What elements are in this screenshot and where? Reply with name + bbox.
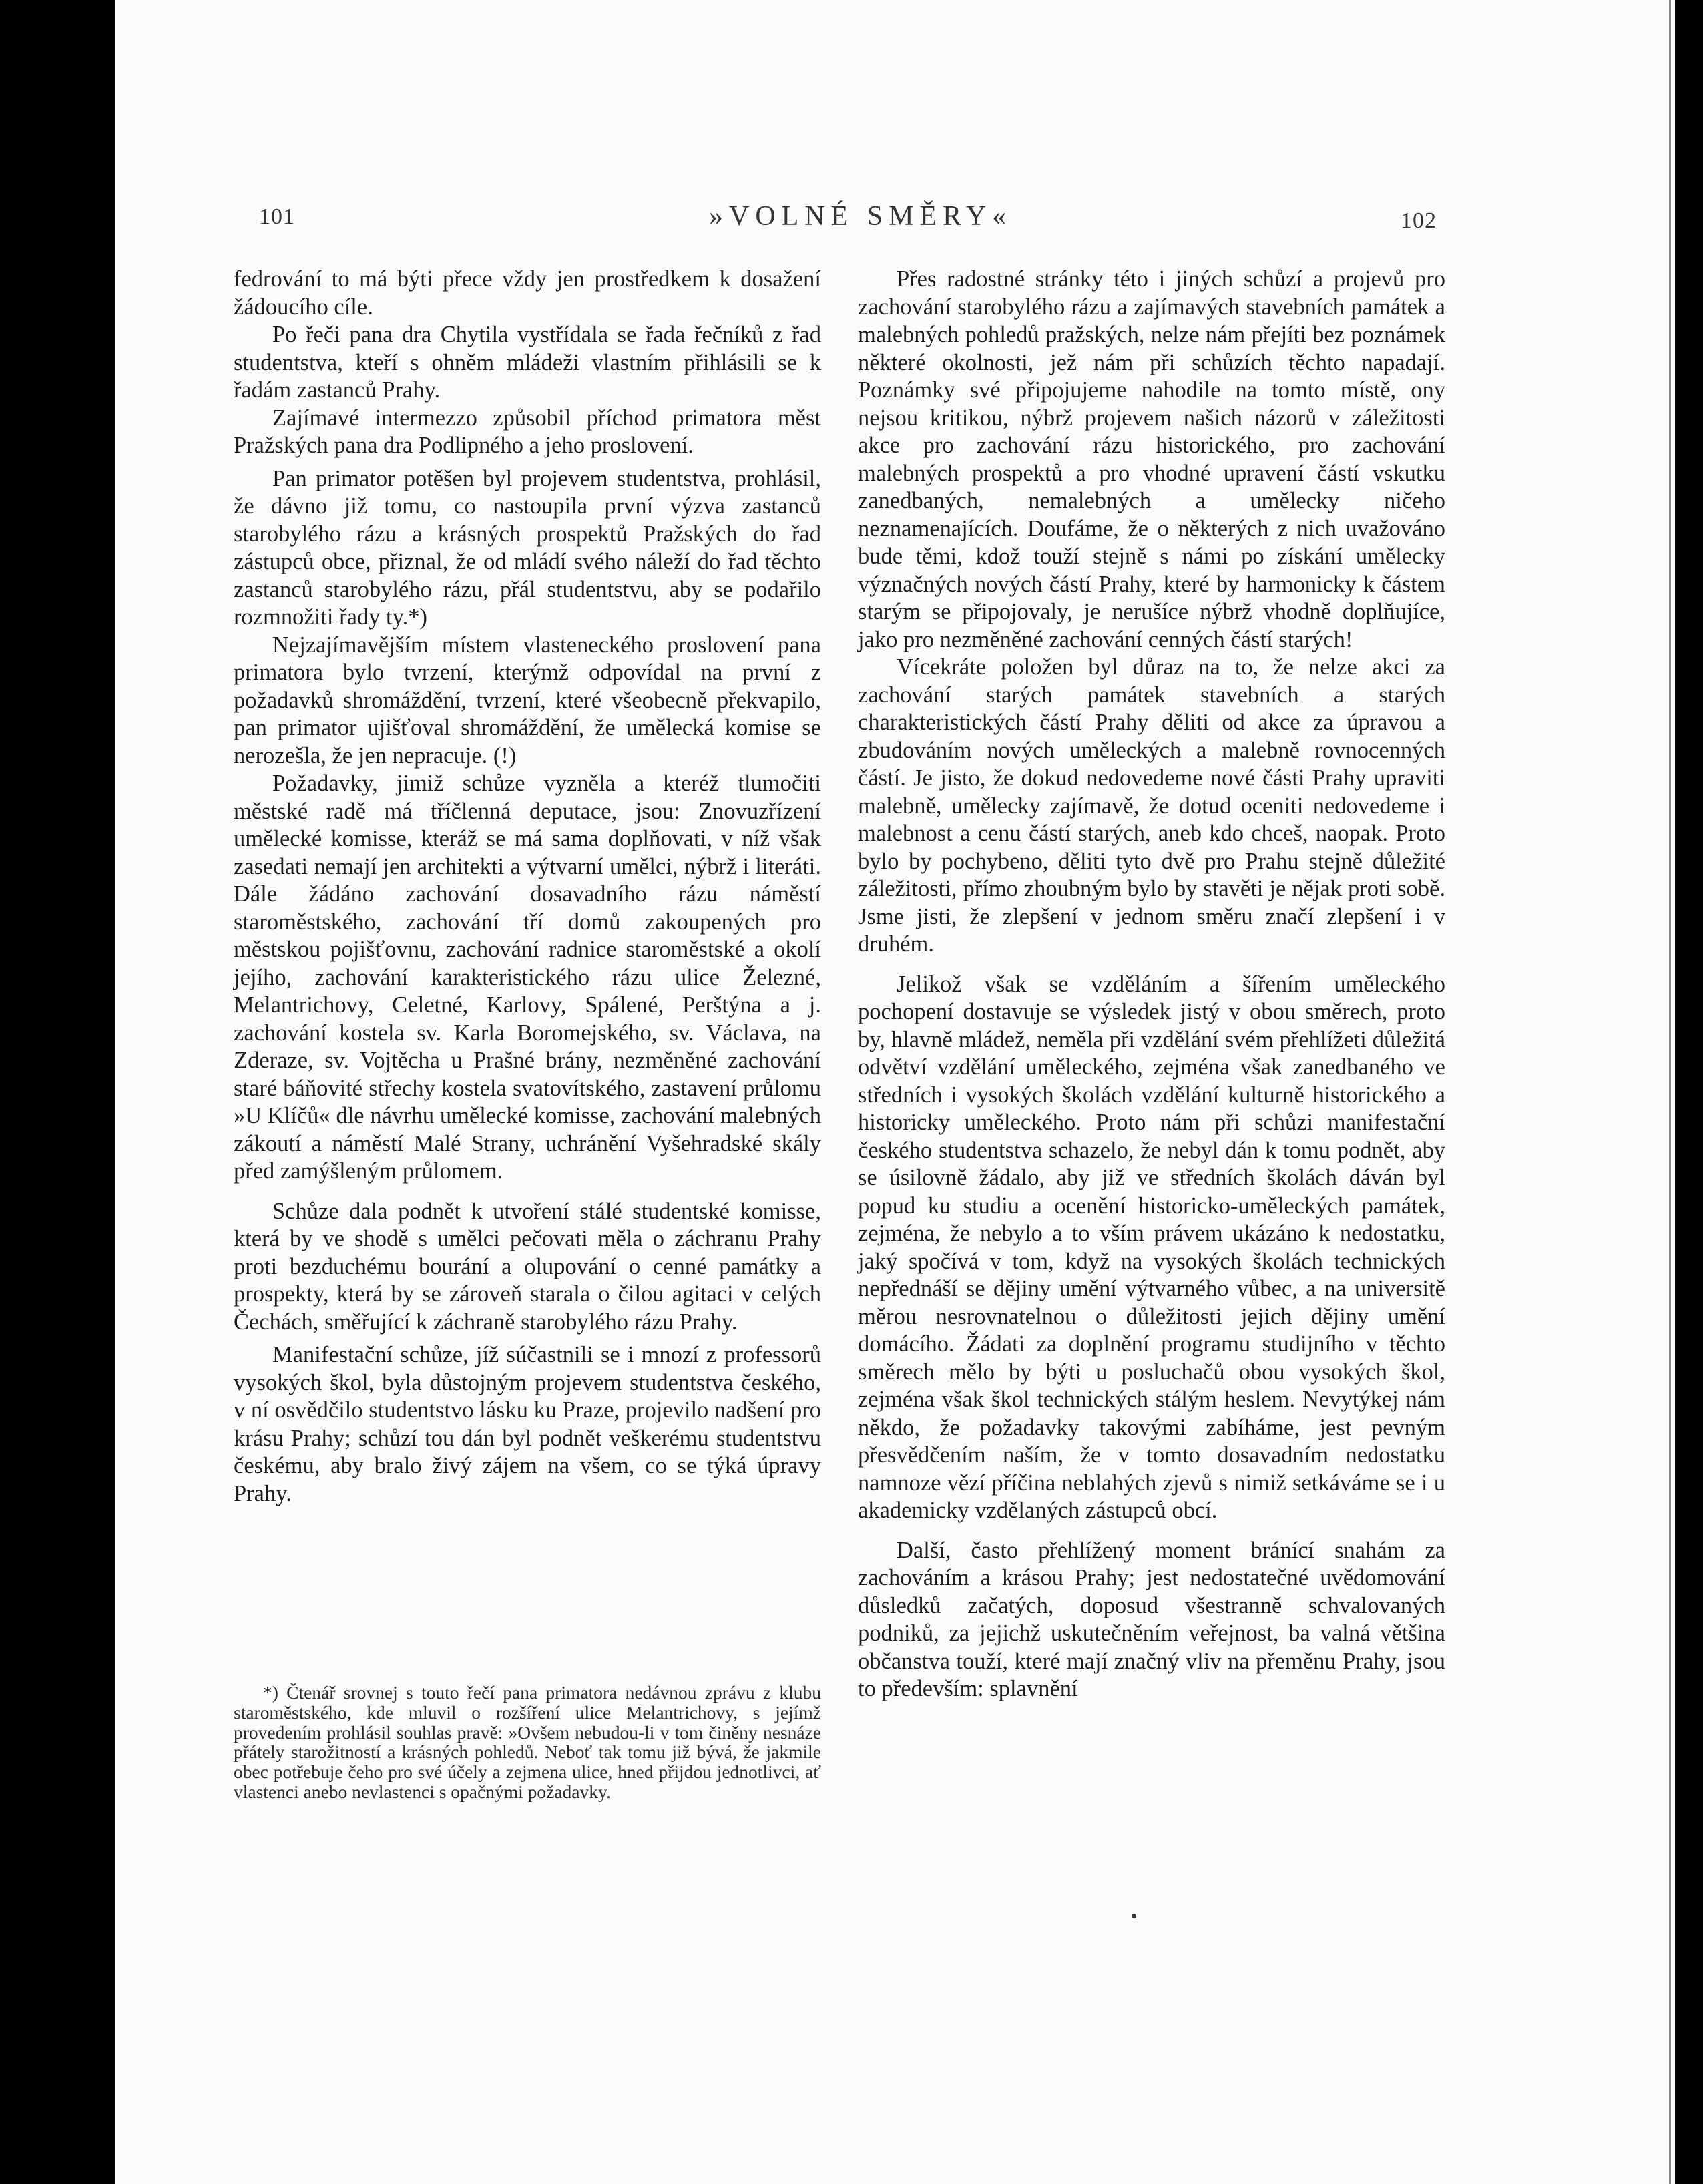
left-column <box>234 266 821 1508</box>
print-speck <box>1132 1914 1136 1918</box>
right-column <box>858 266 1445 1703</box>
scan-border-left <box>0 0 115 2184</box>
paragraph: Manifestační schůze, jíž súčastnili se i mnozí z professorů vysokých škol, byla důstojným projevem studentstva českého, v ní osvědčilo studentstvo lásku ku Praze, projevilo nadšení pro krásu Prahy; schůzí tou dán byl podnět veškerému studentstvu českému, aby bralo živý zájem na všem, co se týká úpravy Prahy. <box>234 1342 821 1506</box>
running-header <box>0 200 1703 240</box>
paragraph: Po řeči pana dra Chytila vystřídala se řada řečníků z řad studentstva, kteří s ohněm mládeži vlastním přihlásili se k řadám zastanců Prahy. <box>234 322 821 403</box>
paragraph: fedrování to má býti přece vždy jen prostředkem k dosažení žádoucího cíle. <box>234 266 821 320</box>
paragraph: Další, často přehlížený moment bránící snahám za zachováním a krásou Prahy; jest nedostatečné uvědomování důsledků začatých, doposud všestranně schvalovaných podniků, za jejichž uskutečněním veřejnost, ba valná většina občanstva touží, které mají značný vliv na přeměnu Prahy, jsou to především: splavnění <box>858 1537 1445 1701</box>
paragraph: Přes radostné stránky této i jiných schůzí a projevů pro zachování starobylého rázu a zajímavých stavebních památek a malebných pohledů pražských, nelze nám přejíti bez poznámek některé okolnosti, jež nám při schůzích těchto napadají. Poznámky své připojujeme nahodile na tomto místě, ony nejsou kritikou, nýbrž projevem našich názorů v záležitosti akce pro zachování rázu historického, pro zachování malebných prospektů a pro vhodné upravení částí vskutku zanedbaných, nemalebných a umělecky ničeho neznamenajících. Doufáme, že o některých z nich uvažováno bude těmi, kdož touží stejně s námi po získání umělecky význačných nových částí Prahy, které by harmonicky k částem starým se připojovaly, je nerušíce nýbrž vhodně doplňujíce, jako pro nezměněné zachování cenných částí starých! <box>858 266 1445 652</box>
paragraph: Vícekráte položen byl důraz na to, že nelze akci za zachování starých památek stavebních a starých charakteristických částí Prahy děliti od akce za úpravou a zbudováním nových uměleckých a malebně rovnocenných částí. Je jisto, že dokud nedovedeme nové části Prahy upraviti malebně, umělecky zajímavě, že dotud oceniti nedovedeme i malebnost a cenu částí starých, aneb kdo chceš, naopak. Proto bylo by pochybeno, děliti tyto dvě pro Prahu stejně důležité záležitosti, přímo zhoubným bylo by stavěti je nějak proti sobě. Jsme jisti, že zlepšení v jednom směru značí zlepšení i v druhém. <box>858 654 1445 957</box>
paragraph: Zajímavé intermezzo způsobil příchod primatora měst Pražských pana dra Podlipného a jeho proslovení. <box>234 405 821 458</box>
scan-border-right <box>1675 0 1703 2184</box>
page-number-right: 102 <box>1401 208 1437 233</box>
paragraph: Pan primator potěšen byl projevem studentstva, prohlásil, že dávno již tomu, co nastoupila první výzva zastanců starobylého rázu a krásných prospektů Pražských do řad zástupců obce, přiznal, že od mládí svého náleží do řad těchto zastanců starobylého rázu, přál studentstvu, aby se podařilo rozmnožiti řady ty.*) <box>234 465 821 630</box>
paragraph: Jelikož však se vzděláním a šířením uměleckého pochopení dostavuje se výsledek jistý v obou směrech, proto by, hlavně mládež, neměla při vzdělání svém přehlížeti důležitá odvětví vzdělání uměleckého, zejména však zanedbaného ve středních i vysokých školách vzdělání kulturně historického a historicky uměleckého. Proto nám při schůzi manifestační českého studentstva schazelo, že nebyl dán k tomu podnět, aby se úsilovně žádalo, aby již ve středních školách dáván byl popud ku studiu a ocenění historicko-uměleckých památek, zejména, že nebylo a to vším právem ukázáno k nedostatku, jaký spočívá v tom, když na vysokých školách technických nepřednáší se dějiny umění výtvarného vůbec, a na universitě měrou nesrovnatelnou o důležitosti jejich dějiny umění domácího. Žádati za doplnění programu studijního v těchto směrech mělo by býti u posluchačů obou vysokých škol, zejména však škol technických stálým heslem. Nevytýkej nám někdo, že požadavky takovými zabíháme, jest pevným přesvědčením naším, že v tomto dosavadním nedostatku namnoze vězí příčina neblahých zjevů s nimiž setkáváme se i u akademicky vzdělaných zástupců obcí. <box>858 971 1445 1523</box>
paragraph: Nejzajímavějším místem vlasteneckého proslovení pana primatora bylo tvrzení, kterýmž odpovídal na první z požadavků shromáždění, tvrzení, které všeobecně překvapilo, pan primator ujišťoval shromáždění, že umělecká komise se nerozešla, že jen nepracuje. (!) <box>234 632 821 769</box>
running-title: »VOLNÉ SMĚRY« <box>709 201 1013 232</box>
page-edge-line <box>1669 0 1671 2184</box>
paragraph: Schůze dala podnět k utvoření stálé studentské komisse, která by ve shodě s umělci pečovati měla o záchranu Prahy proti bezduchému bourání a olupování o cenné památky a prospekty, která by se zároveň starala o čilou agitaci v celých Čechách, směřující k záchraně starobylého rázu Prahy. <box>234 1198 821 1335</box>
page-number-left: 101 <box>259 204 295 229</box>
footnote: *) Čtenář srovnej s touto řečí pana primatora nedávnou zprávu z klubu staroměstského, kde mluvil o rozšíření ulice Melantrichovy, s jejímž provedením prohlásil souhlas pravě: »Ovšem nebudou-li v tom činěny nesnáze přátely starožitností a krásných pohledů. Neboť tak tomu již bývá, že jakmile obec potřebuje čeho pro své účely a zejmena ulice, hned přijdou jednotlivci, ať vlastenci anebo nevlastenci s opačnými požadavky. <box>234 1682 821 1802</box>
paragraph: Požadavky, jimiž schůze vyzněla a kteréž tlumočiti městské radě má tříčlenná deputace, jsou: Znovuzřízení umělecké komisse, kteráž se má sama doplňovati, v níž však zasedati nemají jen architekti a výtvarní umělci, nýbrž i literáti. Dále žádáno zachování dosavadního rázu náměstí staroměstského, zachování tří domů zakoupených pro městskou pojišťovnu, zachování radnice staroměstské a okolí jejího, zachování karakteristického rázu ulice Železné, Melantrichovy, Celetné, Karlovy, Spálené, Perštýna a j. zachování kostela sv. Karla Boromejského, sv. Václava, na Zderaze, sv. Vojtěcha u Prašné brány, nezměněné zachování staré báňovité střechy kostela svatovítského, zastavení průlomu »U Klíčů« dle návrhu umělecké komisse, zachování malebných zákoutí a náměstí Malé Strany, uchránění Vyšehradské skály před zamýšleným průlomem. <box>234 771 821 1184</box>
